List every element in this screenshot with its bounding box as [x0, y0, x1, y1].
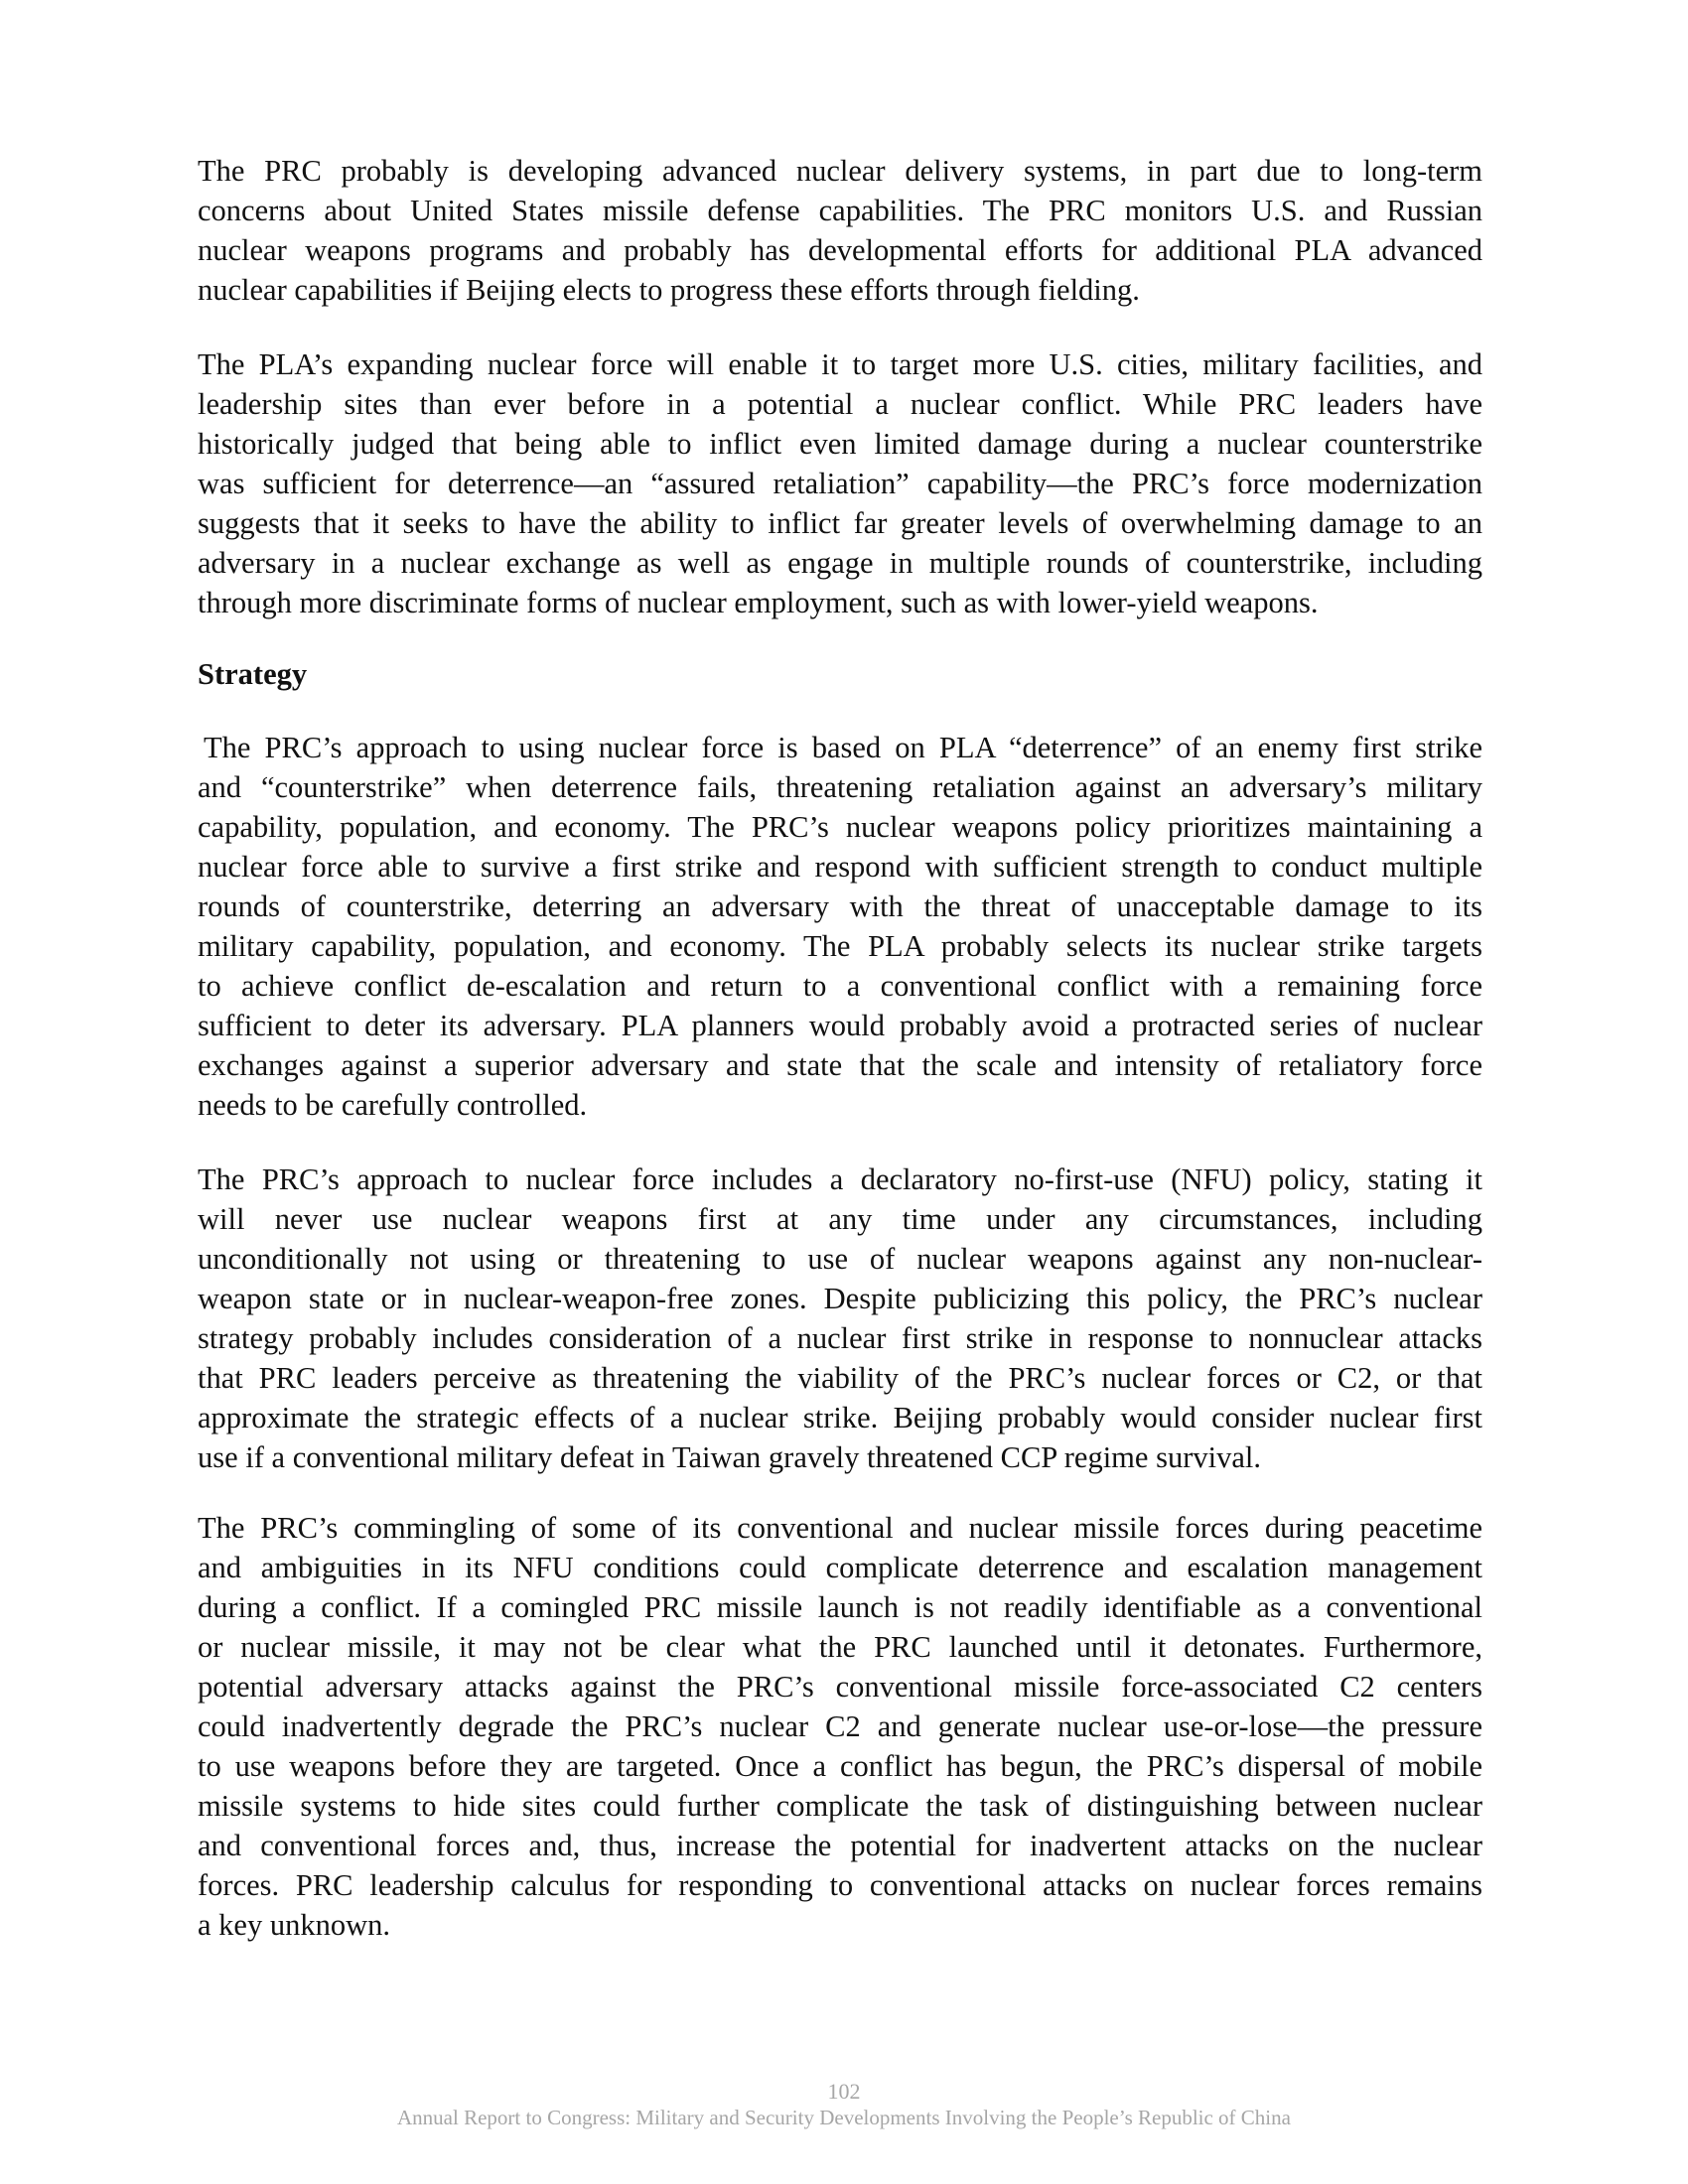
- text-line: forces. PRC leadership calculus for responding to conventional attacks on nuclear forces remains: [198, 1868, 1482, 1902]
- section-heading-strategy: Strategy: [198, 657, 308, 691]
- text-line: The PRC probably is developing advanced nuclear delivery systems, in part due to long-term: [198, 154, 1482, 188]
- text-line: suggests that it seeks to have the ability to inflict far greater levels of overwhelming damage to an: [198, 506, 1482, 540]
- text-line: during a conflict. If a comingled PRC missile launch is not readily identifiable as a conventional: [198, 1590, 1482, 1624]
- paragraph-expanding-force: [198, 344, 1482, 622]
- page-number: 102: [827, 2079, 861, 2104]
- text-line: nuclear capabilities if Beijing elects to progress these efforts through fielding.: [198, 273, 1140, 307]
- text-line: military capability, population, and economy. The PLA probably selects its nuclear strike targets: [198, 929, 1482, 963]
- text-line: to use weapons before they are targeted. Once a conflict has begun, the PRC’s dispersal of mobile: [198, 1749, 1482, 1783]
- text-line: that PRC leaders perceive as threatening the viability of the PRC’s nuclear forces or C2, or that: [198, 1361, 1482, 1395]
- text-line: to achieve conflict de-escalation and return to a conventional conflict with a remaining force: [198, 969, 1482, 1003]
- text-line: historically judged that being able to inflict even limited damage during a nuclear counterstrike: [198, 427, 1482, 461]
- text-line: The PRC’s approach to nuclear force includes a declaratory no-first-use (NFU) policy, stating it: [198, 1162, 1482, 1196]
- text-line: rounds of counterstrike, deterring an adversary with the threat of unacceptable damage to its: [198, 889, 1482, 923]
- paragraph-commingling: [198, 1508, 1482, 1945]
- text-line: The PRC’s commingling of some of its conventional and nuclear missile forces during peacetime: [198, 1511, 1482, 1545]
- text-line: The PRC’s approach to using nuclear force is based on PLA “deterrence” of an enemy first strike: [204, 731, 1482, 764]
- text-line: and “counterstrike” when deterrence fails, threatening retaliation against an adversary’s military: [198, 770, 1482, 804]
- paragraph-deterrence-approach: [198, 728, 1482, 1125]
- text-line: sufficient to deter its adversary. PLA planners would probably avoid a protracted series of nuclear: [198, 1009, 1482, 1042]
- text-line: weapon state or in nuclear-weapon-free zones. Despite publicizing this policy, the PRC’s nuclear: [198, 1282, 1482, 1315]
- text-line: missile systems to hide sites could further complicate the task of distinguishing between nuclear: [198, 1789, 1482, 1823]
- text-line: and conventional forces and, thus, increase the potential for inadvertent attacks on the nuclear: [198, 1829, 1482, 1862]
- text-line: needs to be carefully controlled.: [198, 1088, 588, 1122]
- footer-report-title: Annual Report to Congress: Military and Security Developments Involving the People’s Republic of China: [397, 2106, 1291, 2129]
- text-line: was sufficient for deterrence—an “assured retaliation” capability—the PRC’s force modernization: [198, 467, 1482, 500]
- text-line: could inadvertently degrade the PRC’s nuclear C2 and generate nuclear use-or-lose—the pressure: [198, 1709, 1482, 1743]
- text-line: The PLA’s expanding nuclear force will enable it to target more U.S. cities, military facilities, and: [198, 347, 1482, 381]
- paragraph-nfu-policy: [198, 1160, 1482, 1477]
- text-line: a key unknown.: [198, 1908, 390, 1942]
- text-line: concerns about United States missile defense capabilities. The PRC monitors U.S. and Russian: [198, 194, 1482, 227]
- paragraph-delivery-systems: [198, 151, 1482, 310]
- text-line: or nuclear missile, it may not be clear what the PRC launched until it detonates. Furthermore,: [198, 1630, 1482, 1664]
- text-line: and ambiguities in its NFU conditions could complicate deterrence and escalation management: [198, 1551, 1482, 1584]
- text-line: will never use nuclear weapons first at any time under any circumstances, including: [198, 1202, 1482, 1236]
- text-line: exchanges against a superior adversary and state that the scale and intensity of retaliatory force: [198, 1048, 1482, 1082]
- text-line: strategy probably includes consideration of a nuclear first strike in response to nonnuclear attacks: [198, 1321, 1482, 1355]
- text-line: potential adversary attacks against the PRC’s conventional missile force-associated C2 centers: [198, 1670, 1482, 1704]
- text-line: approximate the strategic effects of a nuclear strike. Beijing probably would consider nuclear first: [198, 1401, 1482, 1434]
- text-line: nuclear force able to survive a first strike and respond with sufficient strength to conduct multiple: [198, 850, 1482, 884]
- text-line: use if a conventional military defeat in Taiwan gravely threatened CCP regime survival.: [198, 1440, 1261, 1474]
- text-line: capability, population, and economy. The PRC’s nuclear weapons policy prioritizes maintaining a: [198, 810, 1482, 844]
- text-line: nuclear weapons programs and probably has developmental efforts for additional PLA advanced: [198, 233, 1482, 267]
- text-line: adversary in a nuclear exchange as well as engage in multiple rounds of counterstrike, including: [198, 546, 1482, 580]
- text-line: leadership sites than ever before in a potential a nuclear conflict. While PRC leaders have: [198, 387, 1482, 421]
- text-line: unconditionally not using or threatening to use of nuclear weapons against any non-nuclear-: [198, 1242, 1482, 1276]
- text-line: through more discriminate forms of nuclear employment, such as with lower-yield weapons.: [198, 586, 1319, 619]
